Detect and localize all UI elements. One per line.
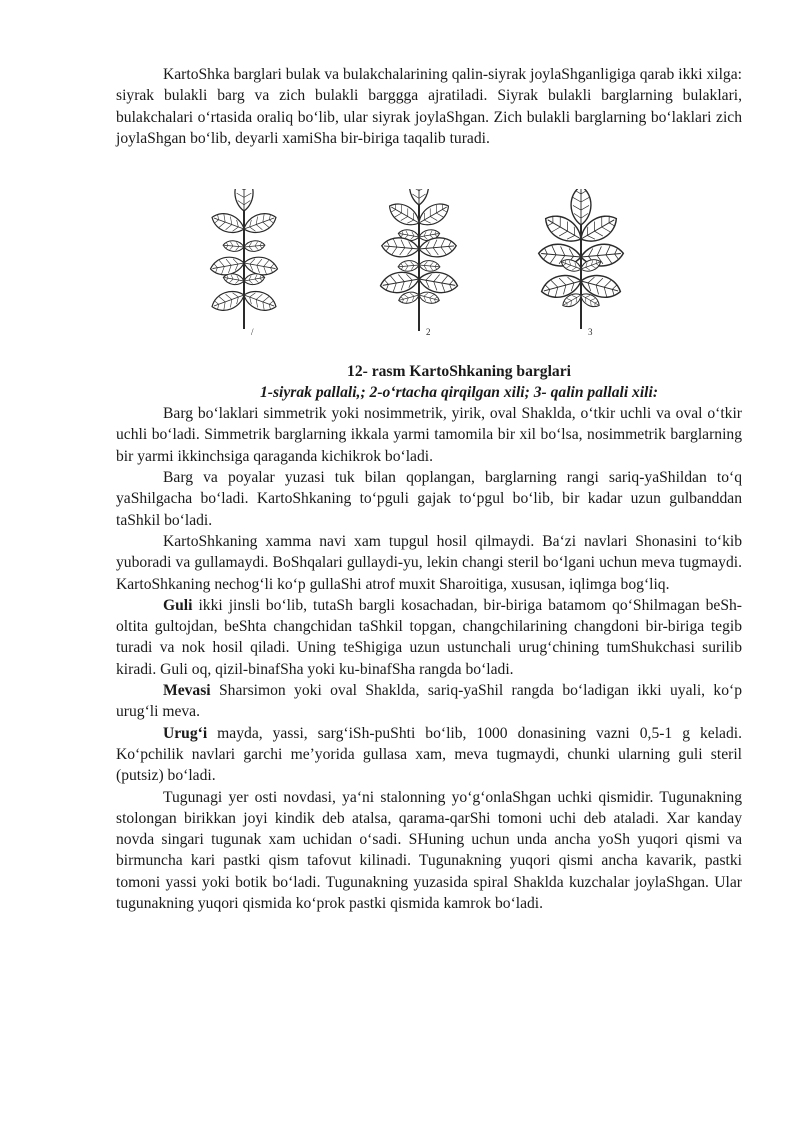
leaf-mark-2: 2 bbox=[426, 327, 431, 338]
figure-caption-subtitle: 1-siyrak pallali,; 2-o‘rtacha qirqilgan xili; 3- qalin pallali xili: bbox=[259, 384, 659, 402]
leaf-mark-3: 3 bbox=[588, 327, 593, 338]
seed-description: mayda, yassi, sarg‘iSh-puShti bo‘lib, 1000 donasining vazni 0,5-1 g keladi. Ko‘pchilik navlari garchi me’yorida gullasa xam, meva tugmaydi, chunki ularning guli steril (putsiz) bo‘ladi. bbox=[116, 724, 742, 785]
paragraph-leaf-surface: Barg va poyalar yuzasi tuk bilan qoplangan, barglarning rangi sariq-yaShildan to‘q yaShilgacha bo‘ladi. KartoShkaning to‘pguli gajak to‘pgul bo‘lib, bir kadar uzun gulbanddan taShkil bo‘ladi. bbox=[116, 469, 742, 529]
leaf-medium-icon bbox=[379, 189, 459, 331]
paragraph-leaf-types: KartoShka barglari bulak va bulakchalarining qalin-siyrak joylaShganligiga qarab ikki xilga: siyrak bulakli barg va zich bulakli barggga ajratiladi. Siyrak bulakli barglarning bulaklari, bulakchalari o‘rtasida oraliq bo‘lib, ular siyrak joylaShgan. Zich bulakli barglarning bo‘laklari zich joylaShgan bo‘lib, deyarli xamiSha bir-biriga taqalib turadi. bbox=[116, 66, 742, 147]
paragraph-flowering: KartoShkaning xamma navi xam tupgul hosil qilmaydi. Ba‘zi navlari Shonasini to‘kib yuboradi va gullamaydi. BoShqalari gullaydi-yu, lekin changi steril bo‘lgani uchun meva tugmaydi. KartoShkaning nechog‘li ko‘p gullaShi atrof muxit Sharoitiga, xususan, iqlimga bog‘liq. bbox=[116, 532, 742, 593]
flower-description: ikki jinsli bo‘lib, tutaSh bargli kosachadan, bir-biriga batamom qo‘Shilmagan beSh-oltita gultojdan, beShta changchidan taShkil topgan, changchilarining changdoni bir-biriga tegib turadi va nok hosil qiladi. Uning teShigiga uzun ustunchali urug‘chining tumShukchasi surilib kiradi. Guli oq, qizil-binafSha yoki ku-binafSha rangda bo‘ladi. bbox=[116, 596, 742, 678]
paragraph-fruit bbox=[116, 680, 742, 723]
paragraph-flower bbox=[116, 595, 742, 680]
paragraph-seed bbox=[116, 723, 742, 787]
figure-caption-title: 12- rasm KartoShkaning barglari bbox=[347, 363, 571, 381]
paragraph-leaflet-shape: Barg bo‘laklari simmetrik yoki nosimmetrik, yirik, oval Shaklda, o‘tkir uchli va oval o‘tkir uchli bo‘ladi. Simmetrik barglarning ikkala yarmi tamomila bir xil bo‘lsa, nosimmetrik barglarning bir yarmi ikkinchsiga qaraganda kichikrok bo‘ladi. bbox=[116, 405, 742, 465]
leaf-mark-1: / bbox=[251, 327, 254, 338]
document-page bbox=[116, 64, 742, 914]
term-flower: Guli bbox=[163, 596, 193, 614]
leaf-sparse-icon bbox=[209, 189, 279, 329]
paragraph-tuber: Tugunagi yer osti novdasi, ya‘ni stalonning yo‘g‘onlaShgan uchki qismidir. Tugunakning stolongan birikkan joyi kindik deb atalsa, qarama-qarShi tomoni uchi deb ataladi. Xar kanday novda singari tugunak xam uchidan o‘sadi. SHuning uchun unda ancha yoSh yuqori qismi va birmuncha kari pastki qism tafovut kilinadi. Tugunakning yuqori qismi ancha kavarik, pastki tomoni yassi yoki botik bo‘ladi. Tugunakning yuzasida spiral Shaklda kuzchalar joylaShgan. Ular tugunakning yuqori qismida ko‘prok pastki qismida kamrok bo‘ladi. bbox=[116, 788, 742, 913]
term-fruit: Mevasi bbox=[163, 682, 211, 700]
fruit-description: Sharsimon yoki oval Shaklda, sariq-yaShil rangda bo‘ladigan ikki uyali, ko‘p urug‘li meva. bbox=[116, 682, 742, 721]
leaf-dense-icon bbox=[538, 189, 625, 329]
leaf-figure bbox=[116, 189, 742, 339]
term-seed: Urug‘i bbox=[163, 724, 208, 742]
potato-leaves-illustration bbox=[116, 189, 742, 339]
